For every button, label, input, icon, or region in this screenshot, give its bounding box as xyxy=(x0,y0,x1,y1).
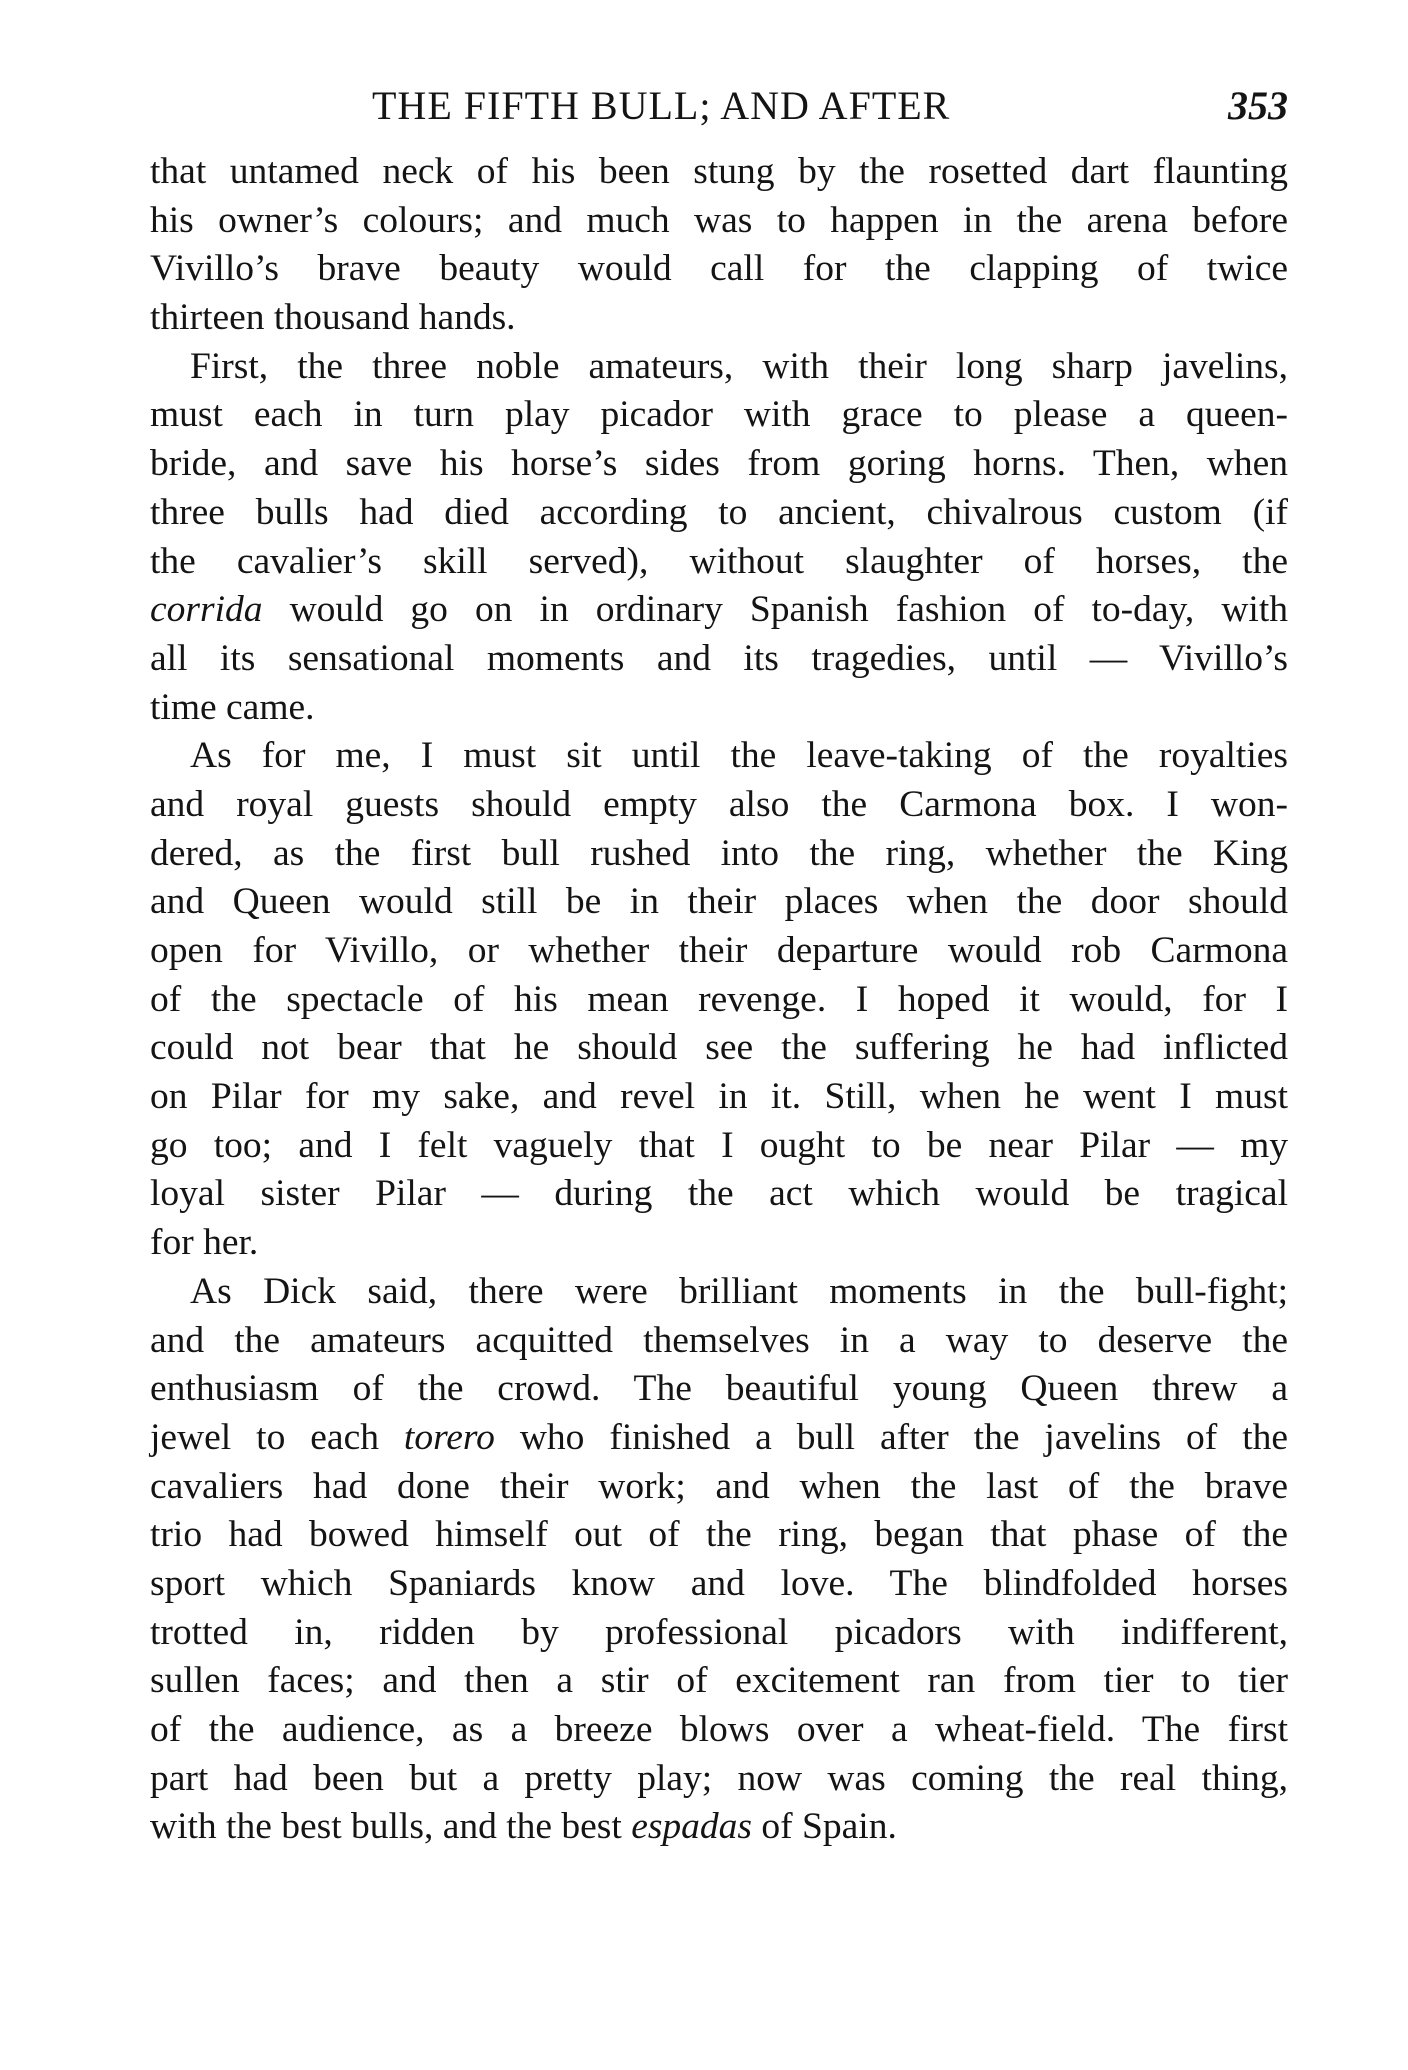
text-run: open for Vivillo, or whether their departure would rob Carmona xyxy=(150,930,1288,971)
text-line xyxy=(150,245,1288,294)
text-run: who finished a bull after the javelins of the xyxy=(494,1416,1289,1458)
text-line xyxy=(150,1219,1288,1268)
text-run: dered, as the first bull rushed into the ring, whether the King xyxy=(150,832,1288,874)
text-line xyxy=(150,148,1288,197)
text-run: of Spain. xyxy=(752,1806,897,1848)
text-run: bride, and save his horse’s sides from goring horns. Then, when xyxy=(150,443,1288,485)
text-run: As Dick said, there were brilliant moments in the bull-fight; xyxy=(190,1270,1288,1312)
text-line xyxy=(150,830,1288,879)
text-run: jewel to each xyxy=(150,1416,404,1458)
text-run: the cavalier’s skill served), without slaughter of horses, the xyxy=(150,540,1288,582)
text-run: go too; and I felt vaguely that I ought to be near Pilar — my xyxy=(150,1124,1288,1166)
text-run: trotted in, ridden by professional picadors with indifferent, xyxy=(150,1611,1288,1653)
text-run: on Pilar for my sake, and revel in it. Still, when he went I must xyxy=(150,1076,1288,1118)
text-run: three bulls had died according to ancient, chivalrous custom (if xyxy=(150,491,1288,533)
text-run: for her. xyxy=(150,1222,259,1264)
text-run: his owner’s colours; and much was to happen in the arena before xyxy=(150,199,1288,241)
text-line xyxy=(150,343,1288,392)
text-run: with the best bulls, and the best xyxy=(150,1806,632,1848)
text-line xyxy=(150,1414,1288,1463)
text-run: and the amateurs acquitted themselves in a way to deserve the xyxy=(150,1319,1288,1361)
text-line xyxy=(150,732,1288,781)
text-line xyxy=(150,1511,1288,1560)
text-line xyxy=(150,635,1288,684)
text-line xyxy=(150,1317,1288,1366)
text-run: sullen faces; and then a stir of excitement ran from tier to tier xyxy=(150,1660,1288,1702)
text-run: part had been but a pretty play; now was coming the real thing, xyxy=(150,1757,1288,1799)
text-run: of the audience, as a breeze blows over a wheat-field. The first xyxy=(150,1709,1288,1750)
text-run: and Queen would still be in their places when the door should xyxy=(150,881,1288,923)
text-line xyxy=(150,1170,1288,1219)
italic-text: espadas xyxy=(631,1806,753,1848)
text-line xyxy=(150,1122,1288,1171)
text-line xyxy=(150,1268,1288,1317)
text-line xyxy=(150,197,1288,246)
italic-text: corrida xyxy=(150,589,263,631)
text-line xyxy=(150,976,1288,1025)
text-run: must each in turn play picador with grace to please a queen- xyxy=(150,394,1288,436)
text-line xyxy=(150,1609,1288,1658)
text-line xyxy=(150,1463,1288,1512)
text-run: could not bear that he should see the suffering he had inflicted xyxy=(150,1027,1288,1069)
text-line xyxy=(150,294,1288,343)
text-line xyxy=(150,440,1288,489)
text-run: loyal sister Pilar — during the act which would be tragical xyxy=(150,1173,1288,1215)
text-line xyxy=(150,878,1288,927)
text-run: of the spectacle of his mean revenge. I hoped it would, for I xyxy=(150,978,1288,1020)
text-line xyxy=(150,1365,1288,1414)
text-line xyxy=(150,586,1288,635)
text-line xyxy=(150,1657,1288,1706)
text-line xyxy=(150,1803,1288,1852)
text-run: all its sensational moments and its tragedies, until — Vivillo’s xyxy=(150,637,1288,679)
text-line xyxy=(150,684,1288,733)
text-run: First, the three noble amateurs, with their long sharp javelins, xyxy=(190,345,1288,387)
body-text xyxy=(150,148,1288,1852)
page-number: 353 xyxy=(1228,83,1288,128)
text-run: enthusiasm of the crowd. The beautiful young Queen threw a xyxy=(150,1368,1288,1410)
text-line xyxy=(150,489,1288,538)
running-head xyxy=(150,78,1288,134)
text-run: time came. xyxy=(150,686,315,728)
text-line xyxy=(150,927,1288,976)
text-run: thirteen thousand hands. xyxy=(150,297,516,339)
text-run: sport which Spaniards know and love. The blindfolded horses xyxy=(150,1562,1288,1604)
text-run: and royal guests should empty also the Carmona box. I won- xyxy=(150,783,1288,825)
text-line xyxy=(150,1755,1288,1804)
italic-text: torero xyxy=(403,1416,495,1458)
text-run: Vivillo’s brave beauty would call for the clapping of twice xyxy=(150,248,1288,290)
text-run: cavaliers had done their work; and when the last of the brave xyxy=(150,1465,1288,1507)
text-line xyxy=(150,1706,1288,1755)
text-run: As for me, I must sit until the leave-taking of the royalties xyxy=(190,735,1288,777)
text-line xyxy=(150,1560,1288,1609)
text-run: trio had bowed himself out of the ring, began that phase of the xyxy=(150,1514,1288,1556)
text-run: that untamed neck of his been stung by the rosetted dart flaunting xyxy=(150,151,1288,192)
text-run: would go on in ordinary Spanish fashion of to-day, with xyxy=(262,589,1288,631)
text-line xyxy=(150,391,1288,440)
text-line xyxy=(150,538,1288,587)
text-line xyxy=(150,1073,1288,1122)
running-title: THE FIFTH BULL; AND AFTER xyxy=(372,83,951,128)
text-line xyxy=(150,781,1288,830)
text-line xyxy=(150,1024,1288,1073)
